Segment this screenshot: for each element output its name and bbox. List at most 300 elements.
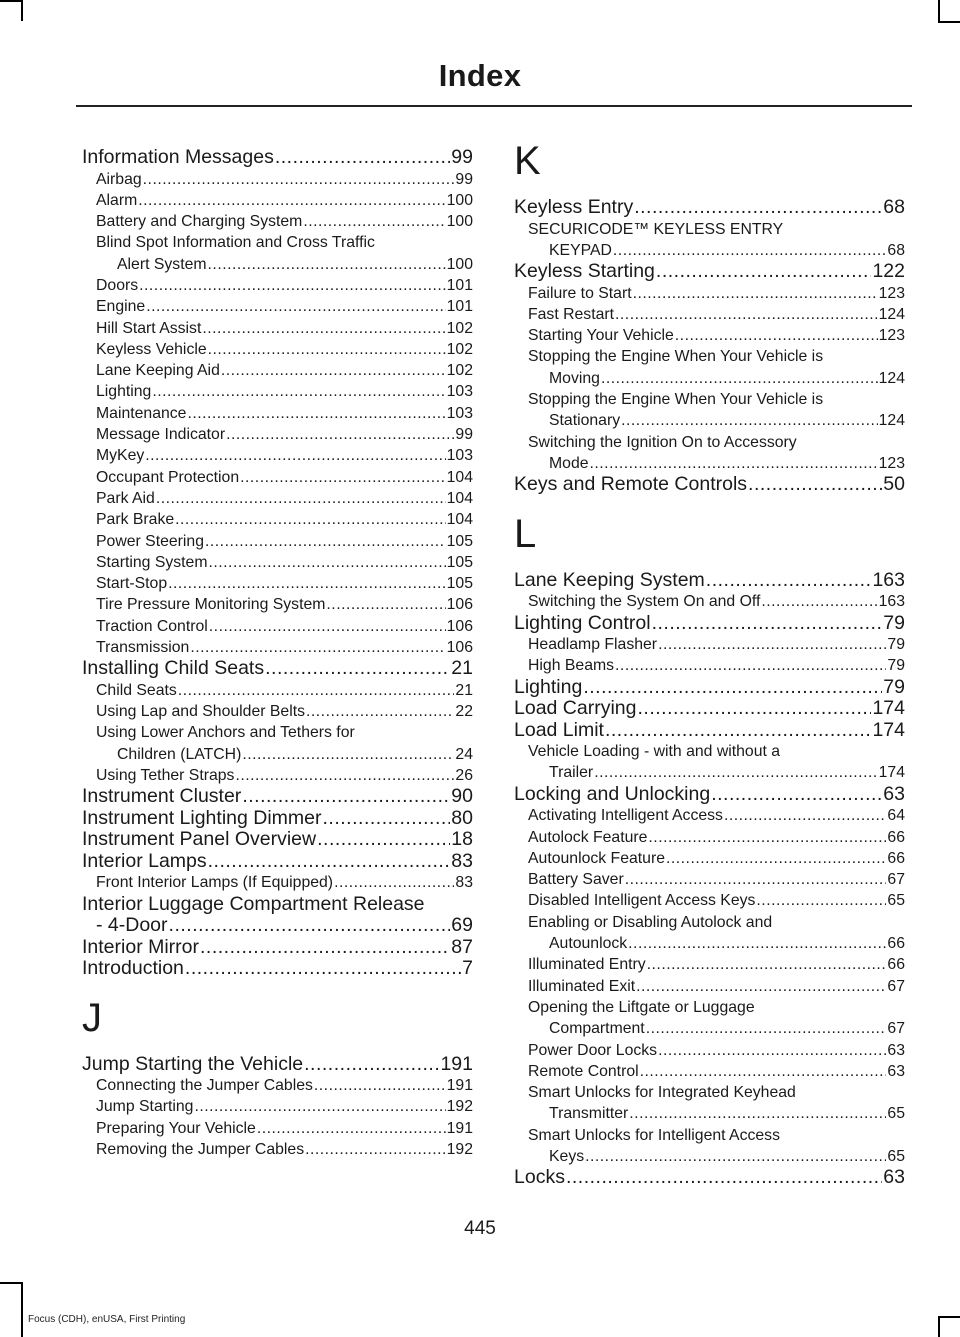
index-entry[interactable] <box>82 937 473 959</box>
index-page-ref: 99 <box>455 426 473 444</box>
index-page-ref: 104 <box>446 468 473 486</box>
index-entry-label: Smart Unlocks for Intelligent Access <box>528 1126 780 1144</box>
index-page-ref: 99 <box>451 146 473 168</box>
dot-leader <box>175 509 446 530</box>
index-page-ref: 83 <box>451 849 473 872</box>
index-page-ref: 122 <box>872 260 905 283</box>
index-entry-label: Interior Lamps <box>82 849 207 872</box>
dot-leader <box>334 872 454 893</box>
index-page-ref: 103 <box>446 383 473 401</box>
index-entry-label: Keyless Starting <box>514 260 655 283</box>
index-page-ref: 50 <box>883 473 905 496</box>
dot-leader <box>637 698 871 720</box>
dot-leader <box>748 474 882 496</box>
crop-mark <box>21 1282 23 1337</box>
index-subentry[interactable] <box>82 381 473 402</box>
dot-leader <box>675 325 878 346</box>
index-page-ref: 69 <box>451 914 473 937</box>
index-subentry[interactable] <box>82 488 473 509</box>
index-subentry[interactable] <box>514 591 905 612</box>
index-entry-label: Transmitter <box>549 1105 629 1123</box>
dot-leader <box>761 591 877 612</box>
index-subentry[interactable] <box>82 339 473 360</box>
index-entry[interactable] <box>82 958 473 980</box>
index-subentry[interactable] <box>514 453 905 474</box>
index-entry-label: Failure to Start <box>528 284 632 302</box>
index-entry[interactable] <box>514 474 905 496</box>
dot-leader <box>194 1096 445 1117</box>
index-entry-label: Introduction <box>82 957 184 980</box>
index-entry-label: Keys <box>549 1148 585 1165</box>
index-subentry[interactable] <box>82 445 473 466</box>
dot-leader <box>138 190 445 211</box>
index-page-ref: 68 <box>883 196 905 218</box>
index-page-ref: 24 <box>455 745 473 763</box>
index-subentry[interactable] <box>82 637 473 658</box>
index-page-ref: 63 <box>883 782 905 805</box>
index-subentry[interactable] <box>82 594 473 615</box>
page-title: Index <box>438 58 522 93</box>
index-page-ref: 63 <box>887 1041 905 1059</box>
section-letter: K <box>514 139 541 183</box>
index-subentry[interactable] <box>82 318 473 339</box>
index-page-ref: 66 <box>887 956 905 974</box>
index-subentry[interactable] <box>514 805 905 826</box>
index-entry-label: Jump Starting the Vehicle <box>82 1052 304 1075</box>
index-entry-label: Disabled Intelligent Access Keys <box>528 892 756 910</box>
index-entry-label: Engine <box>96 298 146 316</box>
index-page-ref: 101 <box>446 298 473 316</box>
index-subentry[interactable] <box>82 190 473 211</box>
dot-leader <box>209 616 446 637</box>
index-subentry[interactable] <box>82 573 473 594</box>
index-entry-label: Jump Starting <box>96 1098 194 1116</box>
crop-mark <box>21 0 23 21</box>
index-entry-label: Traction Control <box>96 617 208 635</box>
index-page-ref: 124 <box>878 412 905 430</box>
index-page-ref: 192 <box>446 1141 473 1158</box>
index-subentry[interactable] <box>514 890 905 911</box>
index-entry-label: Maintenance <box>96 404 187 422</box>
index-entry-label: Illuminated Exit <box>528 977 636 995</box>
index-subentry[interactable] <box>514 240 905 261</box>
dot-leader <box>658 634 886 655</box>
dot-leader <box>583 677 882 699</box>
index-entry-label: Instrument Cluster <box>82 785 242 808</box>
index-entry[interactable] <box>514 677 905 699</box>
index-entry[interactable] <box>514 570 905 592</box>
index-page-ref: 105 <box>446 575 473 593</box>
dot-leader <box>257 1118 446 1139</box>
dot-leader <box>152 381 445 402</box>
index-subentry[interactable] <box>514 1040 905 1061</box>
index-page-ref: 66 <box>887 849 905 867</box>
index-subentry[interactable] <box>514 976 905 997</box>
dot-leader <box>605 720 871 742</box>
index-entry-label: Front Interior Lamps (If Equipped) <box>96 874 334 892</box>
dot-leader <box>634 197 882 219</box>
index-entry-label: Transmission <box>96 639 190 657</box>
index-subentry[interactable] <box>82 509 473 530</box>
index-page-ref: 163 <box>872 568 905 591</box>
index-entry-label: Hill Start Assist <box>96 319 202 337</box>
index-entry-label: Message Indicator <box>96 426 226 444</box>
index-subentry[interactable] <box>82 254 473 275</box>
index-subentry[interactable] <box>82 169 473 190</box>
index-entry[interactable] <box>82 851 473 873</box>
index-page-ref: 67 <box>887 871 905 889</box>
index-entry[interactable] <box>514 720 905 742</box>
index-entry-label: Children (LATCH) <box>117 745 242 763</box>
index-subentry[interactable] <box>514 283 905 304</box>
index-page-ref: 103 <box>446 447 473 465</box>
index-entry-label: Installing Child Seats <box>82 657 265 680</box>
index-entry-label: Remote Control <box>528 1062 639 1080</box>
index-page-ref: 100 <box>446 255 473 273</box>
index-entry-label: KEYPAD <box>549 241 612 259</box>
index-page-ref: 21 <box>455 681 473 699</box>
index-entry-label: High Beams <box>528 657 615 675</box>
index-entry[interactable] <box>82 1054 473 1076</box>
index-entry-label: Preparing Your Vehicle <box>96 1119 256 1137</box>
dot-leader <box>240 467 446 488</box>
index-entry-label: Alert System <box>117 255 207 273</box>
index-subentry[interactable] <box>514 410 905 431</box>
dot-leader <box>242 744 454 765</box>
index-page-ref: 79 <box>887 657 905 675</box>
index-entry[interactable] <box>82 786 473 808</box>
index-subentry[interactable] <box>514 634 905 655</box>
index-entry-label: Autounlock <box>549 935 628 953</box>
index-subentry[interactable] <box>514 1061 905 1082</box>
dot-leader <box>636 976 886 997</box>
dot-leader <box>656 261 872 283</box>
index-page-ref: 105 <box>446 532 473 550</box>
index-entry-label: Occupant Protection <box>96 468 240 486</box>
index-page-ref: 66 <box>887 828 905 846</box>
index-entry[interactable] <box>514 784 905 806</box>
index-subentry[interactable] <box>514 827 905 848</box>
index-entry-label: Starting Your Vehicle <box>528 327 674 345</box>
index-entry-label: Compartment <box>549 1020 645 1038</box>
dot-leader <box>317 829 450 851</box>
index-column-right <box>514 139 905 1189</box>
index-entry-label: Stationary <box>549 412 621 430</box>
index-entry[interactable] <box>514 1167 905 1189</box>
index-page-ref: 106 <box>446 617 473 635</box>
index-entry-label: Information Messages <box>82 146 274 168</box>
dot-leader <box>613 240 887 261</box>
index-subentry[interactable] <box>82 765 473 786</box>
index-entry[interactable] <box>82 808 473 830</box>
page-number: 445 <box>464 1218 496 1239</box>
index-entry[interactable] <box>514 197 905 219</box>
index-entry-label: Moving <box>549 369 600 387</box>
index-page-ref: 18 <box>451 828 473 851</box>
index-entry-label: Illuminated Entry <box>528 956 646 974</box>
index-page-ref: 79 <box>883 675 905 698</box>
index-page-ref: 66 <box>887 935 905 953</box>
index-subentry[interactable] <box>82 701 473 722</box>
index-entry-label: - 4-Door <box>96 914 168 937</box>
index-entry-label: Opening the Liftgate or Luggage <box>528 998 755 1016</box>
index-subentry[interactable] <box>82 211 473 232</box>
dot-leader <box>145 445 445 466</box>
index-entry-label: Headlamp Flasher <box>528 636 658 654</box>
index-entry[interactable] <box>514 613 905 635</box>
index-entry-label: Keyless Entry <box>514 196 634 218</box>
dot-leader <box>615 655 886 676</box>
dot-leader <box>143 169 455 190</box>
index-entry-label: Alarm <box>96 191 138 209</box>
index-entry-label: Trailer <box>549 764 594 782</box>
index-entry-label: Park Brake <box>96 511 175 529</box>
index-entry-label: Instrument Lighting Dimmer <box>82 806 322 829</box>
dot-leader <box>156 488 446 509</box>
index-entry-label: Power Steering <box>96 532 205 550</box>
section-letter: J <box>82 995 102 1040</box>
dot-leader <box>724 805 886 826</box>
section-letter: L <box>514 511 537 556</box>
index-page-ref: 105 <box>446 553 473 571</box>
index-entry-label: Doors <box>96 276 139 294</box>
index-entry-label: Power Door Locks <box>528 1041 658 1059</box>
dot-leader <box>209 552 446 573</box>
index-entry-label: Airbag <box>96 170 142 188</box>
index-subentry[interactable] <box>514 368 905 389</box>
dot-leader <box>275 147 450 169</box>
dot-leader <box>566 1167 882 1189</box>
index-subentry[interactable] <box>82 424 473 445</box>
dot-leader <box>303 211 445 232</box>
index-entry[interactable] <box>82 658 473 680</box>
dot-leader <box>601 368 878 389</box>
index-page-ref: 123 <box>878 454 905 472</box>
index-entry[interactable] <box>82 915 473 937</box>
dot-leader <box>304 1054 439 1076</box>
dot-leader <box>706 570 872 592</box>
index-subentry[interactable] <box>82 552 473 573</box>
index-subentry[interactable] <box>82 403 473 424</box>
crop-mark <box>938 1316 960 1318</box>
dot-leader <box>594 762 877 783</box>
index-entry-label: Interior Mirror <box>82 935 200 958</box>
index-subentry[interactable] <box>82 467 473 488</box>
dot-leader <box>652 613 883 635</box>
index-page-ref: 174 <box>872 697 905 720</box>
index-subentry[interactable] <box>82 872 473 893</box>
dot-leader <box>314 1075 446 1096</box>
index-page-ref: 101 <box>446 276 473 294</box>
crop-mark <box>0 0 21 2</box>
index-column-left <box>82 147 473 1160</box>
dot-leader <box>178 680 455 701</box>
dot-leader <box>625 869 887 890</box>
index-entry-label: Autounlock Feature <box>528 849 665 867</box>
index-subentry[interactable] <box>514 1103 905 1124</box>
dot-leader <box>187 403 445 424</box>
dot-leader <box>205 531 446 552</box>
dot-leader <box>646 1018 887 1039</box>
index-entry-label: Lighting <box>514 675 583 698</box>
index-page-ref: 174 <box>872 718 905 741</box>
index-entry-label: Keys and Remote Controls <box>514 473 748 496</box>
index-entry-label: Using Lower Anchors and Tethers for <box>96 724 355 742</box>
index-entry-label: Using Tether Straps <box>96 767 235 785</box>
index-subentry[interactable] <box>82 744 473 765</box>
index-entry-label: Start-Stop <box>96 575 168 593</box>
index-page-ref: 191 <box>446 1119 473 1137</box>
index-entry-label: Battery and Charging System <box>96 213 303 231</box>
index-entry-label: Autolock Feature <box>528 828 648 846</box>
dot-leader <box>326 594 445 615</box>
index-entry-label: Blind Spot Information and Cross Traffic <box>96 234 375 252</box>
index-page-ref: 102 <box>446 319 473 337</box>
dot-leader <box>658 1040 886 1061</box>
index-page-ref: 100 <box>446 191 473 209</box>
index-entry-label: Fast Restart <box>528 305 615 323</box>
index-page-ref: 106 <box>446 639 473 657</box>
dot-leader <box>208 851 451 873</box>
dot-leader <box>585 1146 886 1167</box>
index-page-ref: 123 <box>878 284 905 302</box>
index-entry-label: Stopping the Engine When Your Vehicle is <box>528 391 824 409</box>
index-subentry[interactable] <box>82 296 473 317</box>
dot-leader <box>185 958 461 980</box>
dot-leader <box>169 915 451 937</box>
dot-leader <box>756 890 886 911</box>
index-subentry[interactable] <box>514 655 905 676</box>
index-page-ref: 124 <box>878 369 905 387</box>
index-page-ref: 21 <box>451 657 473 680</box>
index-page-ref: 123 <box>878 327 905 345</box>
crop-mark <box>938 1316 940 1337</box>
index-subentry[interactable] <box>82 360 473 381</box>
index-page-ref: 64 <box>887 807 905 825</box>
index-page-ref: 83 <box>455 874 473 892</box>
dot-leader <box>146 296 445 317</box>
index-entry-label: Switching the System On and Off <box>528 593 761 611</box>
index-page-ref: 191 <box>446 1077 473 1095</box>
index-entry-label: Tire Pressure Monitoring System <box>96 596 326 614</box>
dot-leader <box>323 808 451 830</box>
index-entry-label: Stopping the Engine When Your Vehicle is <box>528 348 824 366</box>
index-entry-label: Mode <box>549 454 589 472</box>
index-page-ref: 26 <box>455 767 473 785</box>
dot-leader <box>629 1103 886 1124</box>
index-page-ref: 102 <box>446 340 473 358</box>
dot-leader <box>711 784 882 806</box>
dot-leader <box>648 827 886 848</box>
index-page-ref: 80 <box>451 806 473 829</box>
index-entry-label: Using Lap and Shoulder Belts <box>96 703 306 721</box>
index-page-ref: 87 <box>451 935 473 958</box>
index-subentry[interactable] <box>514 848 905 869</box>
index-entry-label: Vehicle Loading - with and without a <box>528 743 781 761</box>
index-page-ref: 79 <box>883 611 905 634</box>
index-subentry[interactable] <box>82 275 473 296</box>
dot-leader <box>200 937 450 959</box>
index-page-ref: 103 <box>446 404 473 422</box>
dot-leader <box>242 786 450 808</box>
index-subentry[interactable] <box>514 762 905 783</box>
crop-mark <box>938 21 960 23</box>
index-page-ref: 65 <box>887 1148 905 1165</box>
dot-leader <box>202 318 445 339</box>
index-subentry[interactable] <box>514 933 905 954</box>
index-entry-label: Locking and Unlocking <box>514 782 711 805</box>
dot-leader <box>226 424 454 445</box>
index-entry-label: Load Limit <box>514 718 604 741</box>
index-page-ref: 68 <box>887 241 905 259</box>
index-entry-label: Starting System <box>96 553 208 571</box>
index-subentry[interactable] <box>82 616 473 637</box>
dot-leader <box>139 275 446 296</box>
index-entry-label: Interior Luggage Compartment Release <box>82 892 425 915</box>
index-entry-label: Lane Keeping Aid <box>96 362 220 380</box>
index-entry-label: Instrument Panel Overview <box>82 828 317 851</box>
index-entry-label: Lane Keeping System <box>514 568 705 591</box>
index-page-ref: 67 <box>887 1020 905 1038</box>
index-entry-label: Lighting Control <box>514 611 651 634</box>
index-subentry[interactable] <box>514 1146 905 1167</box>
dot-leader <box>666 848 886 869</box>
dot-leader <box>168 573 446 594</box>
index-entry-label: SECURICODE™ KEYLESS ENTRY <box>528 220 784 238</box>
index-entry-label: Activating Intelligent Access <box>528 807 723 825</box>
index-entry[interactable] <box>514 698 905 720</box>
footer-text: Focus (CDH), enUSA, First Printing <box>28 1314 186 1325</box>
index-entry[interactable] <box>82 829 473 851</box>
index-page-ref: 104 <box>446 511 473 529</box>
dot-leader <box>628 933 886 954</box>
index-subentry[interactable] <box>82 1075 473 1096</box>
index-page-ref: 63 <box>887 1062 905 1080</box>
index-subentry[interactable] <box>82 1096 473 1117</box>
index-entry[interactable] <box>514 261 905 283</box>
index-page-ref: 63 <box>883 1166 905 1189</box>
index-subentry[interactable] <box>82 1139 473 1160</box>
index-entry[interactable] <box>82 147 473 169</box>
index-subentry[interactable] <box>514 869 905 890</box>
index-page-ref: 65 <box>887 1105 905 1123</box>
dot-leader <box>621 410 878 431</box>
index-entry-label: Locks <box>514 1166 565 1189</box>
index-entry-label: Lighting <box>96 383 152 401</box>
crop-mark <box>938 0 940 21</box>
dot-leader <box>235 765 454 786</box>
index-subentry[interactable] <box>82 1118 473 1139</box>
index-entry-label: Connecting the Jumper Cables <box>96 1077 313 1095</box>
index-page-ref: 192 <box>446 1098 473 1116</box>
index-subentry[interactable] <box>514 954 905 975</box>
dot-leader <box>306 701 454 722</box>
header-divider <box>76 105 912 107</box>
index-subentry[interactable] <box>514 1018 905 1039</box>
index-entry-label: Enabling or Disabling Autolock and <box>528 913 773 931</box>
dot-leader <box>647 954 887 975</box>
index-subentry[interactable] <box>514 325 905 346</box>
dot-leader <box>221 360 446 381</box>
index-subentry[interactable] <box>514 304 905 325</box>
index-entry-label: Smart Unlocks for Integrated Keyhead <box>528 1084 796 1102</box>
index-subentry[interactable] <box>82 680 473 701</box>
dot-leader <box>305 1139 446 1160</box>
index-page-ref: 99 <box>455 170 473 188</box>
index-page-ref: 104 <box>446 489 473 507</box>
index-subentry[interactable] <box>82 531 473 552</box>
dot-leader <box>615 304 878 325</box>
